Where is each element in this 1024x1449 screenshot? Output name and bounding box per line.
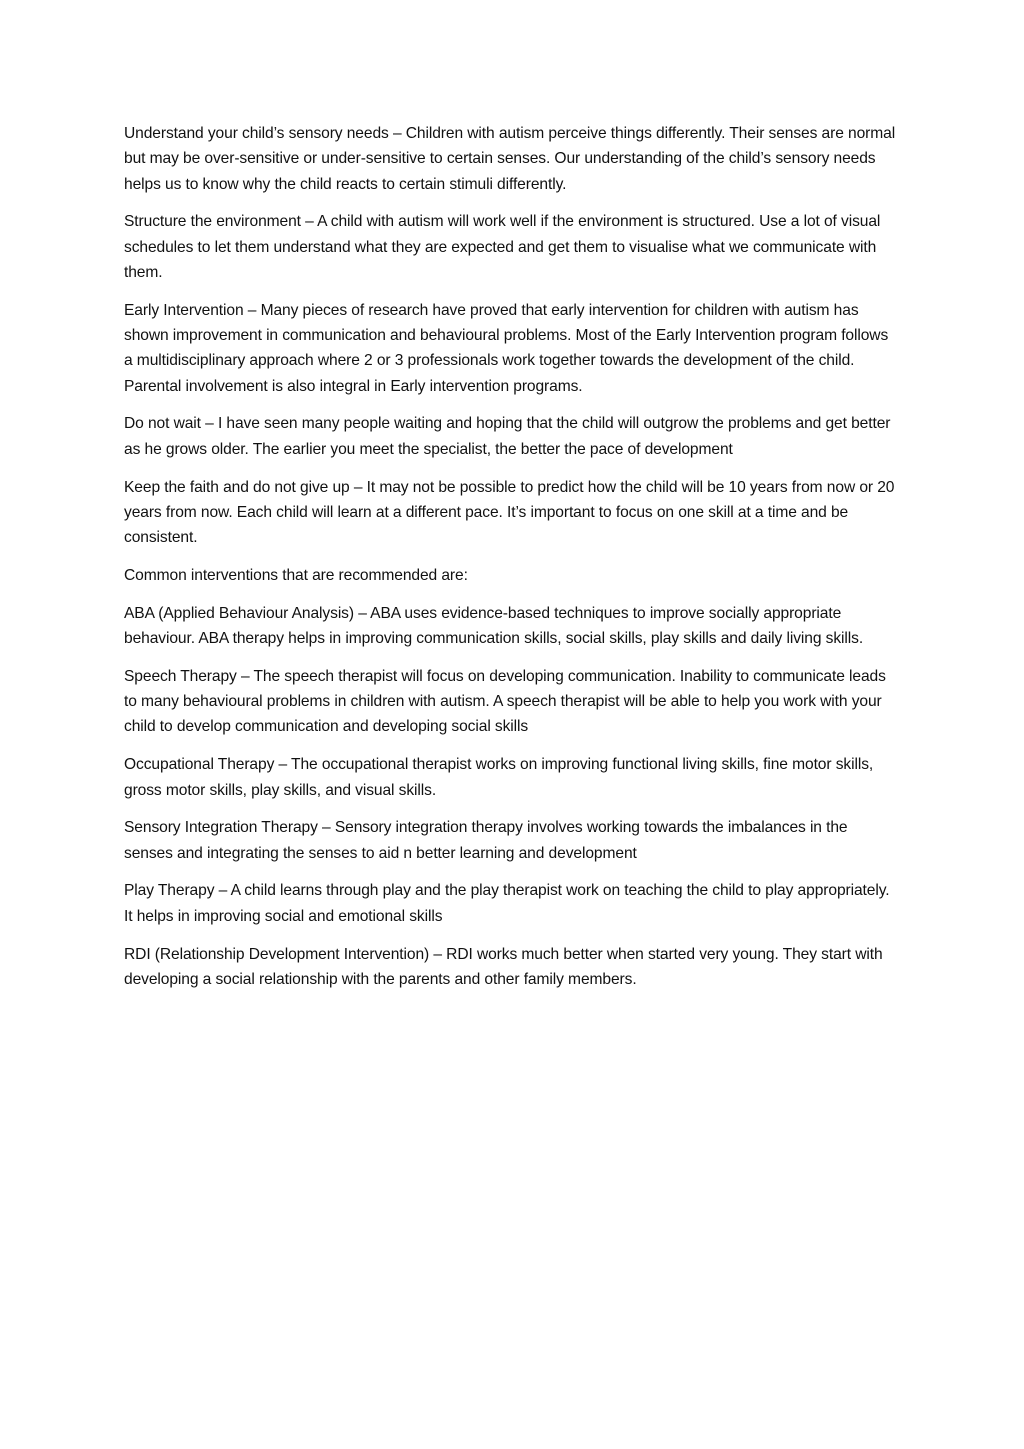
paragraph-sensory-integration: Sensory Integration Therapy – Sensory integration therapy involves working towards the imbalances in the senses and integrating the senses to aid n better learning and development [124, 819, 848, 862]
paragraph-play-therapy: Play Therapy – A child learns through play and the play therapist work on teaching the child to play appropriately. It helps in improving social and emotional skills [124, 882, 890, 925]
paragraph-do-not-wait: Do not wait – I have seen many people waiting and hoping that the child will outgrow the problems and get better as he grows older. The earlier you meet the specialist, the better the pace of development [124, 415, 891, 458]
paragraph-structure-environment: Structure the environment – A child with autism will work well if the environment is structured. Use a lot of visual schedules to let them understand what they are expected and get them to visualise what we communicate with them. [124, 213, 881, 281]
paragraph-aba: ABA (Applied Behaviour Analysis) – ABA uses evidence-based techniques to improve socially appropriate behaviour. ABA therapy helps in improving communication skills, social skills, play skills and daily living skills. [124, 604, 864, 648]
paragraph-rdi: RDI (Relationship Development Intervention) – RDI works much better when started very young. They start with developing a social relationship with the parents and other family members. [124, 945, 883, 988]
paragraph-speech-therapy: Speech Therapy – The speech therapist will focus on developing communication. Inability to communicate leads to many behavioural problems in children with autism. A speech therapist will be able to help you work with your child to develop communication and developing social skills [124, 667, 886, 736]
paragraph-occupational-therapy: Occupational Therapy – The occupational therapist works on improving functional living skills, fine motor skills, gross motor skills, play skills, and visual skills. [124, 756, 874, 799]
paragraph-keep-the-faith: Keep the faith and do not give up – It may not be possible to predict how the child will be 10 years from now or 20 years from now. Each child will learn at a different pace. It’s important to focus on one skill at a time and be consistent. [124, 478, 895, 547]
paragraph-sensory-needs: Understand your child’s sensory needs – Children with autism perceive things differently. Their senses are normal but may be over-sensitive or under-sensitive to certain senses. Our understanding of the child’s sensory needs helps us to know why the child reacts to certain stimuli differently. [124, 125, 896, 193]
paragraph-common-interventions: Common interventions that are recommended are: [124, 566, 468, 584]
document-body [124, 121, 896, 1005]
paragraph-early-intervention: Early Intervention – Many pieces of research have proved that early intervention for children with autism has shown improvement in communication and behavioural problems. Most of the Early Intervention program follows a multidisciplinary approach where 2 or 3 professionals work together towards the development of the child. Parental involvement is also integral in Early intervention programs. [124, 301, 889, 395]
